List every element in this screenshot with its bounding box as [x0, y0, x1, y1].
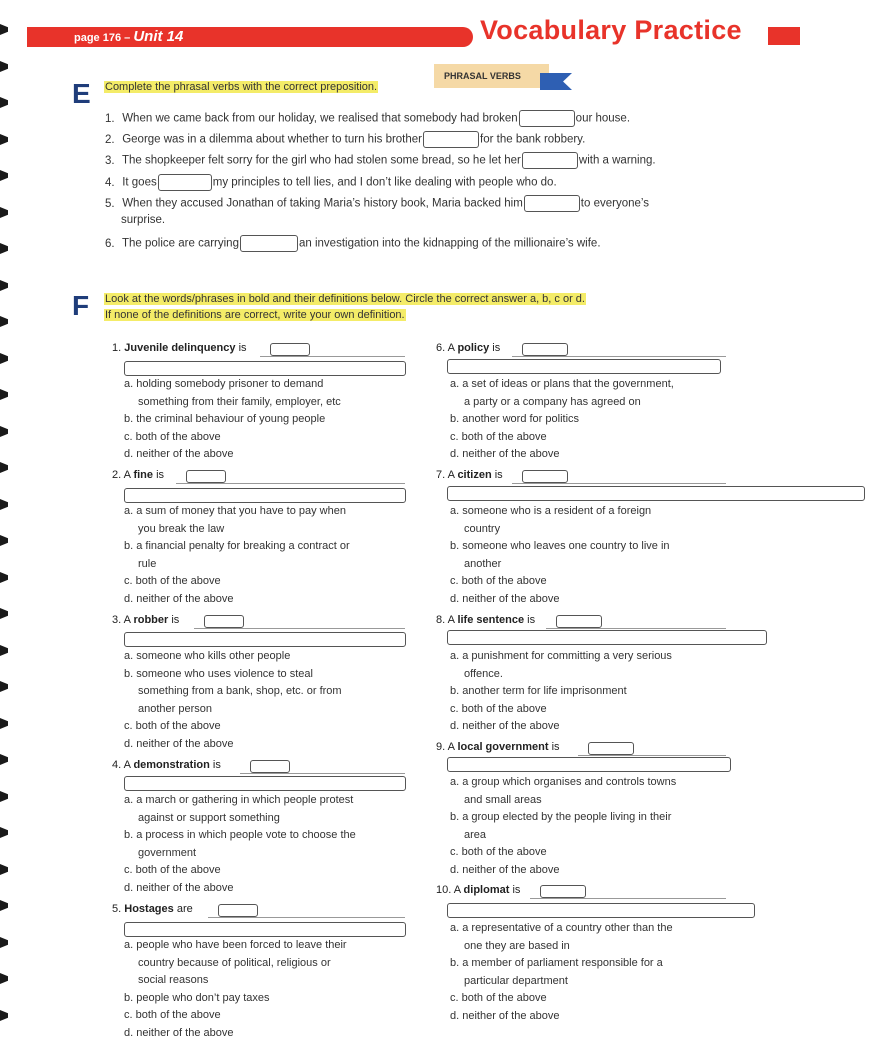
question-7 — [436, 469, 503, 481]
section-e-letter: E — [72, 78, 91, 109]
option-line[interactable]: c. both of the above — [450, 846, 547, 858]
question-article: A — [447, 469, 455, 481]
question-verb: is — [527, 614, 536, 626]
definition-box[interactable] — [447, 757, 731, 772]
bold-term: local government — [457, 741, 549, 753]
option-line[interactable]: d. neither of the above — [124, 737, 234, 750]
answer-box[interactable] — [519, 110, 575, 127]
exercise-e-item-6: 6. The police are carrying an investigation into the kidnapping of the millionaire’s wife. — [105, 235, 601, 252]
binder-edge — [0, 0, 9, 1048]
option-line: something from their family, employer, etc — [138, 395, 341, 408]
definition-box[interactable] — [124, 922, 406, 937]
question-number: 4. — [112, 759, 122, 771]
binder-ring — [0, 645, 8, 656]
option-line: another — [464, 557, 502, 570]
option-line[interactable]: a. someone who is a resident of a foreign — [450, 505, 652, 517]
options-list — [450, 920, 673, 1025]
bold-term: citizen — [457, 469, 492, 481]
definition-box[interactable] — [124, 632, 406, 647]
binder-ring — [0, 389, 8, 400]
bold-term: diplomat — [463, 884, 510, 896]
option-line[interactable]: d. neither of the above — [450, 448, 560, 460]
option-line: another person — [138, 702, 212, 715]
exercise-e-item-5-continued: surprise. — [121, 214, 166, 226]
option-line[interactable]: c. both of the above — [124, 430, 221, 443]
option-line[interactable]: a. holding somebody prisoner to demand — [124, 378, 324, 390]
option-line[interactable]: b. a member of parliament responsible for a — [450, 957, 663, 969]
question-verb: is — [171, 614, 180, 626]
options-list — [124, 792, 356, 897]
option-line: one they are based in — [464, 939, 570, 952]
answer-underline — [578, 755, 726, 756]
exercise-e-item-5: 5. When they accused Jonathan of taking Maria’s history book, Maria backed him to everyone’s — [105, 195, 649, 212]
answer-underline — [240, 773, 405, 774]
option-line[interactable]: c. both of the above — [124, 864, 221, 876]
option-line: rule — [138, 557, 157, 570]
answer-letter-box[interactable] — [270, 343, 310, 356]
options-list — [124, 648, 342, 753]
binder-ring — [0, 973, 8, 984]
question-article: A — [123, 759, 131, 771]
definition-box[interactable] — [124, 361, 406, 376]
header-dash: – — [121, 32, 134, 44]
option-line[interactable]: d. neither of the above — [450, 720, 560, 732]
answer-letter-box[interactable] — [204, 615, 244, 628]
binder-ring — [0, 864, 8, 875]
option-line: against or support something — [138, 811, 280, 824]
answer-box[interactable] — [522, 152, 578, 169]
option-line[interactable]: a. a punishment for committing a very serious — [450, 650, 672, 662]
option-line: and small areas — [464, 793, 542, 806]
option-line[interactable]: a. someone who kills other people — [124, 650, 291, 662]
question-number: 1. — [112, 342, 122, 354]
exercise-e-item-2: 2. George was in a dilemma about whether to turn his brother for the bank robbery. — [105, 131, 585, 148]
binder-ring — [0, 61, 8, 72]
definition-box[interactable] — [447, 486, 865, 501]
binder-ring — [0, 1010, 8, 1021]
answer-letter-box[interactable] — [186, 470, 226, 483]
binder-ring — [0, 316, 8, 327]
option-line[interactable]: b. people who don’t pay taxes — [124, 991, 270, 1004]
options-list — [450, 503, 670, 608]
binder-ring — [0, 937, 8, 948]
option-line[interactable]: b. a group elected by the people living in their — [450, 811, 672, 823]
option-line[interactable]: d. neither of the above — [124, 448, 234, 460]
option-line[interactable]: a. a group which organises and controls towns — [450, 776, 677, 788]
binder-ring — [0, 170, 8, 181]
question-6 — [436, 342, 500, 354]
option-line: social reasons — [138, 974, 209, 986]
section-f-letter: F — [72, 290, 90, 321]
options-list — [124, 937, 347, 1042]
answer-underline — [512, 356, 726, 357]
question-number: 6. — [436, 342, 446, 354]
option-line[interactable]: c. both of the above — [124, 575, 221, 587]
question-4 — [112, 759, 221, 771]
option-line[interactable]: b. another term for life imprisonment — [450, 685, 627, 697]
question-verb: is — [551, 741, 560, 753]
binder-ring — [0, 280, 8, 291]
question-5 — [112, 903, 193, 915]
unit-label: Unit 14 — [133, 28, 184, 45]
question-article: A — [447, 342, 455, 354]
exercise-e-item-1: 1. When we came back from our holiday, we realised that somebody had broken our house. — [105, 110, 630, 127]
option-line: particular department — [464, 974, 568, 987]
section-f-instruction — [104, 291, 586, 323]
definition-box[interactable] — [447, 359, 721, 374]
option-line[interactable]: c. both of the above — [124, 720, 221, 732]
option-line[interactable]: a. a set of ideas or plans that the government, — [450, 378, 674, 390]
answer-underline — [194, 628, 405, 629]
option-line[interactable]: c. both of the above — [124, 1009, 221, 1021]
option-line[interactable]: d. neither of the above — [450, 592, 560, 605]
binder-ring — [0, 572, 8, 583]
exercise-e-item-3: 3. The shopkeeper felt sorry for the girl who had stolen some bread, so he let her with a warning. — [105, 152, 656, 169]
option-line[interactable]: c. both of the above — [450, 992, 547, 1004]
header-page-unit — [74, 27, 183, 47]
section-e-instruction — [104, 79, 378, 95]
section-e-instruction-text: Complete the phrasal verbs with the correct preposition. — [105, 81, 378, 93]
options-list — [450, 648, 672, 736]
answer-underline — [546, 628, 726, 629]
option-line[interactable]: c. both of the above — [450, 430, 547, 443]
bold-term: fine — [133, 469, 153, 481]
answer-letter-box[interactable] — [540, 885, 586, 898]
answer-letter-box[interactable] — [250, 760, 290, 773]
binder-ring — [0, 243, 8, 254]
option-line[interactable]: d. neither of the above — [450, 1009, 560, 1022]
question-verb: is — [512, 884, 521, 896]
answer-box[interactable] — [423, 131, 479, 148]
answer-letter-box[interactable] — [522, 470, 568, 483]
option-line: country — [464, 522, 501, 535]
bold-term: robber — [133, 614, 169, 626]
answer-letter-box[interactable] — [218, 904, 258, 917]
question-verb: is — [238, 342, 247, 354]
option-line[interactable]: d. neither of the above — [124, 592, 234, 605]
option-line[interactable]: a. a march or gathering in which people protest — [124, 794, 354, 806]
options-list — [450, 376, 674, 464]
option-line[interactable]: b. another word for politics — [450, 413, 580, 425]
binder-ring — [0, 134, 8, 145]
question-number: 9. — [436, 741, 446, 753]
answer-underline — [208, 917, 405, 918]
definition-box[interactable] — [447, 903, 755, 918]
question-article: A — [123, 614, 131, 626]
bold-term: Hostages — [124, 903, 174, 915]
header-square — [768, 27, 800, 45]
definition-box[interactable] — [124, 776, 406, 791]
question-article: A — [447, 741, 455, 753]
binder-ring — [0, 207, 8, 218]
question-number: 2. — [112, 469, 122, 481]
binder-ring — [0, 499, 8, 510]
option-line: government — [138, 846, 197, 859]
binder-ring — [0, 900, 8, 911]
tag-flag-icon — [540, 73, 572, 90]
binder-ring — [0, 24, 8, 35]
question-verb: is — [156, 469, 165, 481]
bold-term: Juvenile delinquency — [124, 342, 236, 354]
option-line: you break the law — [138, 522, 225, 535]
question-verb: are — [176, 903, 193, 915]
binder-ring — [0, 353, 8, 364]
option-line[interactable]: d. neither of the above — [124, 881, 234, 894]
question-verb: is — [212, 759, 221, 771]
binder-ring — [0, 718, 8, 729]
option-line: country because of political, religious or — [138, 956, 331, 969]
option-line[interactable]: b. a process in which people vote to choose the — [124, 829, 356, 841]
answer-underline — [530, 898, 726, 899]
phrasal-verbs-tag: PHRASAL VERBS — [434, 64, 549, 88]
option-line[interactable]: d. neither of the above — [450, 863, 560, 876]
bold-term: life sentence — [457, 614, 525, 626]
section-f-instruction-line-2: If none of the definitions are correct, write your own definition. — [105, 309, 405, 321]
option-line[interactable]: b. someone who leaves one country to live in — [450, 540, 670, 552]
option-line: offence. — [464, 667, 503, 680]
options-list — [124, 503, 350, 608]
question-9 — [436, 741, 560, 753]
answer-box[interactable] — [240, 235, 298, 252]
question-verb: is — [494, 469, 503, 481]
question-number: 5. — [112, 903, 122, 915]
answer-underline — [512, 483, 726, 484]
binder-ring — [0, 754, 8, 765]
definition-box[interactable] — [447, 630, 767, 645]
option-line: area — [464, 828, 487, 841]
binder-ring — [0, 608, 8, 619]
option-line[interactable]: b. someone who uses violence to steal — [124, 667, 313, 680]
question-2 — [112, 469, 164, 481]
bold-term: demonstration — [133, 759, 210, 771]
question-10 — [436, 884, 520, 896]
question-article: A — [447, 614, 455, 626]
answer-box[interactable] — [158, 174, 212, 191]
binder-ring — [0, 97, 8, 108]
answer-letter-box[interactable] — [556, 615, 602, 628]
option-line[interactable]: a. a sum of money that you have to pay when — [124, 505, 346, 517]
question-1 — [112, 342, 247, 354]
question-verb: is — [492, 342, 501, 354]
answer-underline — [176, 483, 405, 484]
question-article: A — [453, 884, 461, 896]
option-line[interactable]: c. both of the above — [450, 702, 547, 715]
definition-box[interactable] — [124, 488, 406, 503]
page-title: Vocabulary Practice — [480, 15, 742, 45]
options-list — [124, 376, 341, 464]
options-list — [450, 774, 676, 879]
binder-ring — [0, 791, 8, 802]
option-line[interactable]: b. the criminal behaviour of young people — [124, 413, 326, 425]
section-f-instruction-line-1: Look at the words/phrases in bold and their definitions below. Circle the correct answer a, b, c or d. — [105, 293, 585, 305]
binder-ring — [0, 827, 8, 838]
binder-ring — [0, 681, 8, 692]
question-8 — [436, 614, 535, 626]
option-line: something from a bank, shop, etc. or from — [138, 685, 342, 697]
binder-ring — [0, 535, 8, 546]
binder-ring — [0, 462, 8, 473]
question-3 — [112, 614, 179, 626]
answer-underline — [260, 356, 405, 357]
bold-term: policy — [457, 342, 490, 354]
binder-ring — [0, 426, 8, 437]
option-line[interactable]: c. both of the above — [450, 575, 547, 587]
option-line[interactable]: d. neither of the above — [124, 1026, 234, 1039]
page-label: page 176 — [74, 32, 122, 44]
answer-box[interactable] — [524, 195, 580, 212]
answer-letter-box[interactable] — [588, 742, 634, 755]
question-number: 3. — [112, 614, 122, 626]
option-line[interactable]: a. a representative of a country other than the — [450, 922, 673, 934]
question-number: 8. — [436, 614, 446, 626]
exercise-e-item-4: 4. It goes my principles to tell lies, and I don’t like dealing with people who do. — [105, 174, 557, 191]
answer-letter-box[interactable] — [522, 343, 568, 356]
question-article: A — [123, 469, 131, 481]
option-line[interactable]: b. a financial penalty for breaking a contract or — [124, 540, 350, 552]
question-number: 7. — [436, 469, 446, 481]
option-line: a party or a company has agreed on — [464, 395, 641, 408]
question-number: 10. — [436, 884, 452, 896]
option-line[interactable]: a. people who have been forced to leave their — [124, 939, 347, 951]
